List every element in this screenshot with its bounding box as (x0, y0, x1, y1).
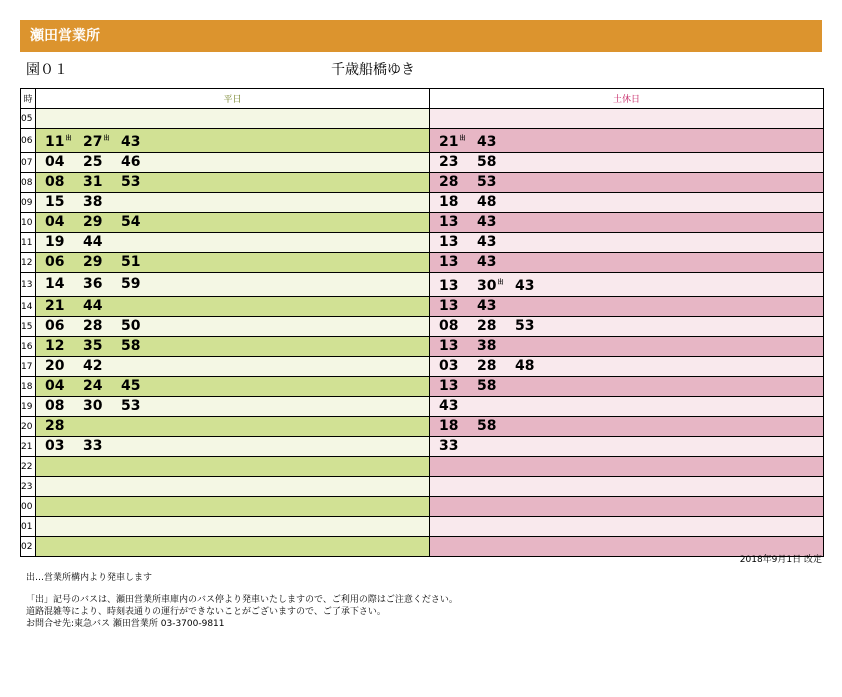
departure-minute (439, 377, 477, 396)
minute-value: 58 (477, 154, 497, 170)
table-row (21, 457, 824, 477)
holiday-cell (430, 273, 824, 297)
minute-value: 43 (121, 134, 141, 150)
departure-minute (83, 233, 121, 252)
minute-value: 48 (515, 358, 535, 374)
departure-minute (515, 317, 553, 336)
minute-value: 33 (83, 438, 103, 454)
table-row (21, 129, 824, 153)
departure-minute (439, 397, 477, 416)
minute-value: 19 (45, 234, 65, 250)
departure-minute (45, 193, 83, 212)
timetable (20, 88, 824, 557)
departure-minute (439, 417, 477, 436)
minute-value: 11 (45, 134, 65, 150)
departure-minute (83, 213, 121, 232)
hour-cell: 15 (21, 317, 36, 337)
minute-value: 36 (83, 276, 103, 292)
holiday-cell (430, 337, 824, 357)
departure-minute (515, 357, 553, 376)
weekday-cell (36, 129, 430, 153)
minute-value: 08 (45, 398, 65, 414)
depot-mark: 出 (459, 135, 466, 142)
minute-value: 50 (121, 318, 141, 334)
departure-minute (83, 357, 121, 376)
departure-minute (83, 129, 121, 152)
departure-minute (439, 173, 477, 192)
departure-minute (83, 317, 121, 336)
holiday-cell (430, 213, 824, 233)
departure-minute (45, 317, 83, 336)
hour-cell: 11 (21, 233, 36, 253)
hour-cell: 22 (21, 457, 36, 477)
hour-cell: 17 (21, 357, 36, 377)
minute-value: 13 (439, 234, 459, 250)
departure-minute (439, 193, 477, 212)
holiday-cell (430, 517, 824, 537)
hour-cell: 01 (21, 517, 36, 537)
hour-cell: 05 (21, 109, 36, 129)
weekday-cell (36, 273, 430, 297)
hour-cell: 19 (21, 397, 36, 417)
departure-minute (45, 437, 83, 456)
hour-column-header: 時 (21, 89, 36, 109)
departure-minute (45, 173, 83, 192)
hour-cell: 18 (21, 377, 36, 397)
weekday-cell (36, 417, 430, 437)
weekday-cell (36, 537, 430, 557)
weekday-cell (36, 153, 430, 173)
departure-minute (121, 173, 159, 192)
depot-mark: 出 (497, 279, 504, 286)
minute-value: 43 (477, 234, 497, 250)
departure-minute (45, 275, 83, 294)
departure-minute (477, 233, 515, 252)
departure-minute (45, 153, 83, 172)
departure-minute (439, 213, 477, 232)
departure-minute (121, 397, 159, 416)
depot-mark: 出 (65, 135, 72, 142)
departure-minute (477, 213, 515, 232)
table-row (21, 337, 824, 357)
departure-minute (477, 357, 515, 376)
table-row (21, 213, 824, 233)
holiday-cell (430, 153, 824, 173)
departure-minute (45, 233, 83, 252)
holiday-cell (430, 457, 824, 477)
hour-cell: 16 (21, 337, 36, 357)
departure-minute (477, 253, 515, 272)
departure-minute (121, 275, 159, 294)
hour-cell: 12 (21, 253, 36, 273)
note-line: 「出」記号のバスは、瀬田営業所車庫内のバス停より発車いたしますので、ご利用の際はご注意ください。 (26, 595, 458, 605)
minute-value: 53 (515, 318, 535, 334)
minute-value: 03 (439, 358, 459, 374)
hour-cell: 21 (21, 437, 36, 457)
weekday-cell (36, 253, 430, 273)
minute-value: 28 (477, 358, 497, 374)
minute-value: 43 (477, 134, 497, 150)
hour-cell: 00 (21, 497, 36, 517)
weekday-cell (36, 109, 430, 129)
minute-value: 13 (439, 214, 459, 230)
table-row (21, 297, 824, 317)
minute-value: 13 (439, 338, 459, 354)
minute-value: 29 (83, 254, 103, 270)
legend-note: 出…営業所構内より発車します (26, 573, 153, 583)
weekday-cell (36, 297, 430, 317)
minute-value: 04 (45, 154, 65, 170)
weekday-cell (36, 233, 430, 253)
minute-value: 13 (439, 298, 459, 314)
hour-cell: 10 (21, 213, 36, 233)
weekday-cell (36, 213, 430, 233)
minute-value: 53 (477, 174, 497, 190)
minute-value: 51 (121, 254, 141, 270)
hour-cell: 14 (21, 297, 36, 317)
minute-value: 24 (83, 378, 103, 394)
table-row (21, 317, 824, 337)
holiday-cell (430, 377, 824, 397)
table-row (21, 153, 824, 173)
holiday-cell (430, 357, 824, 377)
departure-minute (439, 233, 477, 252)
depot-mark: 出 (103, 135, 110, 142)
minute-value: 29 (83, 214, 103, 230)
table-row (21, 377, 824, 397)
hour-cell: 06 (21, 129, 36, 153)
holiday-cell (430, 397, 824, 417)
departure-minute (439, 253, 477, 272)
departure-minute (83, 337, 121, 356)
minute-value: 23 (439, 154, 459, 170)
minute-value: 58 (121, 338, 141, 354)
minute-value: 25 (83, 154, 103, 170)
minute-value: 06 (45, 254, 65, 270)
departure-minute (477, 337, 515, 356)
table-row (21, 537, 824, 557)
weekday-column-header: 平日 (36, 89, 430, 109)
holiday-cell (430, 129, 824, 153)
weekday-cell (36, 517, 430, 537)
table-row (21, 233, 824, 253)
holiday-cell (430, 437, 824, 457)
minute-value: 13 (439, 254, 459, 270)
minute-value: 03 (45, 438, 65, 454)
minute-value: 06 (45, 318, 65, 334)
hour-cell: 23 (21, 477, 36, 497)
minute-value: 21 (439, 134, 459, 150)
destination: 千歳船橋ゆき (331, 62, 415, 78)
minute-value: 53 (121, 398, 141, 414)
holiday-cell (430, 497, 824, 517)
minute-value: 14 (45, 276, 65, 292)
minute-value: 04 (45, 214, 65, 230)
table-row (21, 497, 824, 517)
departure-minute (477, 173, 515, 192)
minute-value: 28 (477, 318, 497, 334)
table-row (21, 357, 824, 377)
holiday-cell (430, 253, 824, 273)
revision-date: 2018年9月1日 改定 (739, 555, 822, 565)
departure-minute (83, 437, 121, 456)
holiday-cell (430, 109, 824, 129)
weekday-cell (36, 173, 430, 193)
minute-value: 18 (439, 418, 459, 434)
table-row (21, 397, 824, 417)
minute-value: 28 (83, 318, 103, 334)
minute-value: 33 (439, 438, 459, 454)
departure-minute (439, 337, 477, 356)
minute-value: 38 (83, 194, 103, 210)
departure-minute (45, 129, 83, 152)
departure-minute (45, 253, 83, 272)
holiday-cell (430, 317, 824, 337)
office-title: 瀬田営業所 (30, 28, 100, 44)
table-row (21, 109, 824, 129)
notes (26, 594, 458, 630)
minute-value: 43 (439, 398, 459, 414)
minute-value: 13 (439, 278, 459, 294)
departure-minute (515, 277, 553, 296)
departure-minute (83, 397, 121, 416)
minute-value: 28 (45, 418, 65, 434)
departure-minute (477, 153, 515, 172)
holiday-cell (430, 233, 824, 253)
hour-cell: 13 (21, 273, 36, 297)
minute-value: 54 (121, 214, 141, 230)
departure-minute (121, 377, 159, 396)
table-row (21, 437, 824, 457)
departure-minute (45, 397, 83, 416)
weekday-cell (36, 357, 430, 377)
departure-minute (477, 297, 515, 316)
hour-cell: 08 (21, 173, 36, 193)
minute-value: 35 (83, 338, 103, 354)
departure-minute (83, 253, 121, 272)
holiday-cell (430, 173, 824, 193)
minute-value: 43 (477, 214, 497, 230)
minute-value: 15 (45, 194, 65, 210)
departure-minute (45, 337, 83, 356)
minute-value: 58 (477, 418, 497, 434)
departure-minute (45, 357, 83, 376)
departure-minute (45, 297, 83, 316)
holiday-cell (430, 297, 824, 317)
note-line: 道路混雑等により、時刻表通りの運行ができないことがございますので、ご了承下さい。 (26, 607, 386, 617)
departure-minute (439, 317, 477, 336)
departure-minute (83, 377, 121, 396)
departure-minute (83, 275, 121, 294)
hour-cell: 07 (21, 153, 36, 173)
departure-minute (121, 253, 159, 272)
minute-value: 13 (439, 378, 459, 394)
weekday-cell (36, 437, 430, 457)
minute-value: 43 (477, 254, 497, 270)
minute-value: 21 (45, 298, 65, 314)
table-row (21, 517, 824, 537)
departure-minute (83, 193, 121, 212)
hour-cell: 20 (21, 417, 36, 437)
hour-cell: 09 (21, 193, 36, 213)
departure-minute (439, 129, 477, 152)
departure-minute (121, 153, 159, 172)
minute-value: 44 (83, 298, 103, 314)
minute-value: 59 (121, 276, 141, 292)
weekday-cell (36, 477, 430, 497)
table-row (21, 193, 824, 213)
departure-minute (121, 133, 159, 152)
departure-minute (121, 317, 159, 336)
minute-value: 43 (477, 298, 497, 314)
departure-minute (121, 337, 159, 356)
minute-value: 53 (121, 174, 141, 190)
minute-value: 44 (83, 234, 103, 250)
departure-minute (477, 133, 515, 152)
departure-minute (439, 357, 477, 376)
table-row (21, 173, 824, 193)
holiday-cell (430, 417, 824, 437)
departure-minute (439, 277, 477, 296)
holiday-cell (430, 193, 824, 213)
departure-minute (477, 317, 515, 336)
departure-minute (45, 377, 83, 396)
minute-value: 18 (439, 194, 459, 210)
departure-minute (45, 213, 83, 232)
minute-value: 42 (83, 358, 103, 374)
minute-value: 45 (121, 378, 141, 394)
holiday-column-header: 土休日 (430, 89, 824, 109)
weekday-cell (36, 193, 430, 213)
hour-cell: 02 (21, 537, 36, 557)
weekday-cell (36, 337, 430, 357)
minute-value: 30 (83, 398, 103, 414)
minute-value: 20 (45, 358, 65, 374)
timetable-body (21, 109, 824, 557)
minute-value: 30 (477, 278, 497, 294)
departure-minute (83, 173, 121, 192)
departure-minute (439, 437, 477, 456)
departure-minute (439, 153, 477, 172)
departure-minute (83, 153, 121, 172)
departure-minute (45, 417, 83, 436)
minute-value: 48 (477, 194, 497, 210)
departure-minute (477, 273, 515, 296)
departure-minute (83, 297, 121, 316)
departure-minute (477, 417, 515, 436)
departure-minute (477, 193, 515, 212)
departure-minute (477, 377, 515, 396)
minute-value: 08 (439, 318, 459, 334)
table-row (21, 417, 824, 437)
weekday-cell (36, 377, 430, 397)
table-row (21, 273, 824, 297)
table-row (21, 253, 824, 273)
minute-value: 43 (515, 278, 535, 294)
minute-value: 08 (45, 174, 65, 190)
minute-value: 12 (45, 338, 65, 354)
route-name: 園０１ (26, 62, 68, 78)
holiday-cell (430, 477, 824, 497)
minute-value: 58 (477, 378, 497, 394)
minute-value: 38 (477, 338, 497, 354)
departure-minute (121, 213, 159, 232)
minute-value: 27 (83, 134, 103, 150)
office-header (20, 20, 822, 52)
weekday-cell (36, 317, 430, 337)
weekday-cell (36, 497, 430, 517)
note-line: お問合せ先:東急バス 瀬田営業所 03-3700-9811 (26, 619, 225, 629)
table-row (21, 477, 824, 497)
weekday-cell (36, 457, 430, 477)
minute-value: 04 (45, 378, 65, 394)
minute-value: 46 (121, 154, 141, 170)
weekday-cell (36, 397, 430, 417)
minute-value: 28 (439, 174, 459, 190)
departure-minute (439, 297, 477, 316)
minute-value: 31 (83, 174, 103, 190)
